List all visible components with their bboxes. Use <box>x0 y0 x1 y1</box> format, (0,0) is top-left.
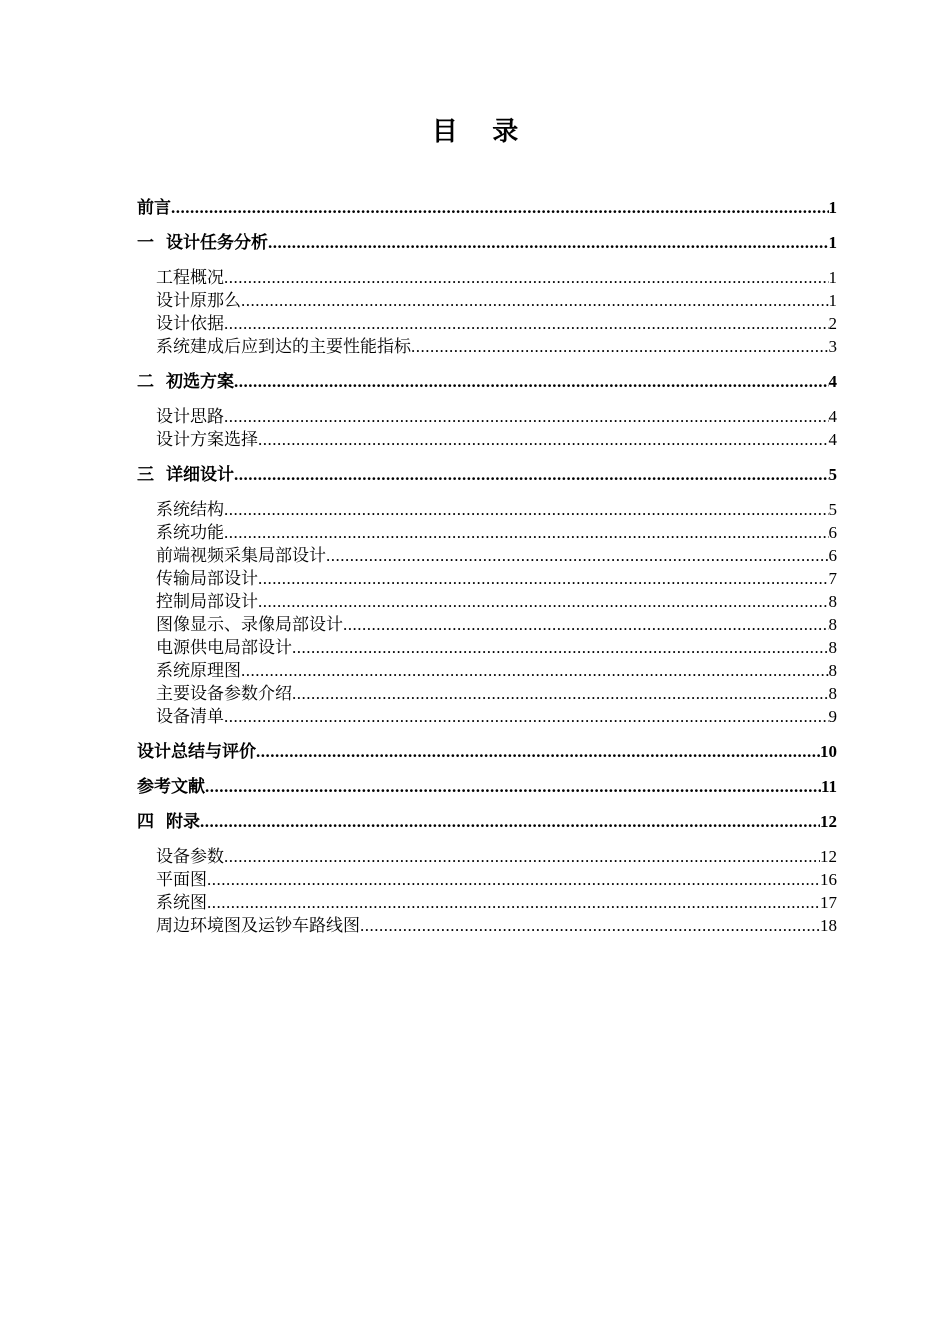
toc-page-number: 7 <box>828 569 837 588</box>
toc-section-entry[interactable] <box>137 312 837 335</box>
toc-dot-leader <box>241 659 829 682</box>
toc-page-number: 8 <box>828 592 837 611</box>
toc-section-entry[interactable] <box>137 590 837 613</box>
toc-entry-label: 详细设计 <box>166 465 234 484</box>
toc-section-entry[interactable] <box>137 845 837 868</box>
toc-dot-leader <box>234 463 829 486</box>
toc-page-number: 6 <box>828 523 837 542</box>
toc-chapter-number: 一 <box>137 233 154 252</box>
toc-dot-leader <box>200 810 820 833</box>
toc-entry-label: 主要设备参数介绍 <box>156 684 292 703</box>
toc-chapter-entry[interactable] <box>137 463 837 486</box>
toc-chapter-number: 二 <box>137 372 154 391</box>
toc-entry-label: 系统结构 <box>156 500 224 519</box>
toc-page-number: 16 <box>820 870 837 889</box>
toc-dot-leader <box>360 914 820 937</box>
toc-page-number: 4 <box>828 372 837 391</box>
toc-dot-leader <box>207 891 820 914</box>
toc-dot-leader <box>268 231 829 254</box>
toc-dot-leader <box>258 428 829 451</box>
toc-page-number: 8 <box>828 615 837 634</box>
toc-entry-label: 电源供电局部设计 <box>156 638 292 657</box>
toc-entry-label: 设计总结与评价 <box>137 742 256 761</box>
toc-section-entry[interactable] <box>137 659 837 682</box>
toc-entry-label: 系统原理图 <box>156 661 241 680</box>
toc-dot-leader <box>224 266 829 289</box>
toc-section-entry[interactable] <box>137 567 837 590</box>
toc-section-entry[interactable] <box>137 266 837 289</box>
toc-entry-label: 传输局部设计 <box>156 569 258 588</box>
toc-section-entry[interactable] <box>137 613 837 636</box>
toc-entry-label: 前端视频采集局部设计 <box>156 546 326 565</box>
toc-entry-label: 系统建成后应到达的主要性能指标 <box>156 337 411 356</box>
toc-section-entry[interactable] <box>137 891 837 914</box>
toc-chapter-entry[interactable] <box>137 740 837 763</box>
toc-dot-leader <box>234 370 829 393</box>
toc-section-entry[interactable] <box>137 335 837 358</box>
toc-page-number: 2 <box>828 314 837 333</box>
toc-page-number: 12 <box>820 812 837 831</box>
toc-dot-leader <box>224 498 829 521</box>
toc-page-number: 4 <box>828 407 837 426</box>
toc-section-entry[interactable] <box>137 521 837 544</box>
toc-dot-leader <box>343 613 829 636</box>
toc-page-number: 9 <box>828 707 837 726</box>
toc-page-number: 17 <box>820 893 837 912</box>
toc-entry-label: 设备清单 <box>156 707 224 726</box>
toc-entry-label: 工程概况 <box>156 268 224 287</box>
toc-entry-label: 设计原那么 <box>156 291 241 310</box>
toc-section-entry[interactable] <box>137 498 837 521</box>
toc-dot-leader <box>292 636 829 659</box>
toc-entry-label: 周边环境图及运钞车路线图 <box>156 916 360 935</box>
toc-dot-leader <box>224 705 829 728</box>
toc-page-number: 5 <box>828 465 837 484</box>
toc-page-number: 1 <box>828 198 837 217</box>
toc-chapter-entry[interactable] <box>137 196 837 219</box>
page-title: 目 录 <box>431 117 533 146</box>
toc-page-number: 3 <box>828 337 837 356</box>
toc-entry-label: 设计任务分析 <box>166 233 268 252</box>
toc-chapter-number: 四 <box>137 812 154 831</box>
toc-section-entry[interactable] <box>137 544 837 567</box>
toc-page-number: 10 <box>820 742 837 761</box>
toc-page-number: 18 <box>820 916 837 935</box>
toc-dot-leader <box>256 740 820 763</box>
toc-entry-label: 平面图 <box>156 870 207 889</box>
toc-dot-leader <box>292 682 829 705</box>
toc-entry-label: 设计方案选择 <box>156 430 258 449</box>
toc-dot-leader <box>207 868 820 891</box>
toc-dot-leader <box>258 567 829 590</box>
toc-page-number: 8 <box>828 638 837 657</box>
toc-entry-label: 设计依据 <box>156 314 224 333</box>
toc-dot-leader <box>171 196 829 219</box>
toc-page-number: 8 <box>828 661 837 680</box>
toc-chapter-entry[interactable] <box>137 231 837 254</box>
toc-entry-label: 设备参数 <box>156 847 224 866</box>
toc-section-entry[interactable] <box>137 405 837 428</box>
toc-page-number: 1 <box>828 291 837 310</box>
toc-chapter-entry[interactable] <box>137 810 837 833</box>
toc-dot-leader <box>241 289 829 312</box>
toc-section-entry[interactable] <box>137 868 837 891</box>
toc-entry-label: 参考文献 <box>137 777 205 796</box>
toc-page-number: 12 <box>820 847 837 866</box>
toc-chapter-entry[interactable] <box>137 775 837 798</box>
toc-entry-label: 前言 <box>137 198 171 217</box>
toc-entry-label: 系统功能 <box>156 523 224 542</box>
toc-dot-leader <box>258 590 829 613</box>
toc-section-entry[interactable] <box>137 428 837 451</box>
toc-section-entry[interactable] <box>137 705 837 728</box>
toc-page-number: 11 <box>820 777 837 796</box>
toc-section-entry[interactable] <box>137 914 837 937</box>
toc-dot-leader <box>411 335 829 358</box>
toc-dot-leader <box>224 405 829 428</box>
toc-dot-leader <box>224 521 829 544</box>
toc-page-number: 1 <box>828 268 837 287</box>
toc-section-entry[interactable] <box>137 636 837 659</box>
toc-section-entry[interactable] <box>137 289 837 312</box>
toc-chapter-entry[interactable] <box>137 370 837 393</box>
toc-page-number: 1 <box>828 233 837 252</box>
toc-page-number: 8 <box>828 684 837 703</box>
toc-page-number: 5 <box>828 500 837 519</box>
toc-dot-leader <box>326 544 829 567</box>
toc-entry-label: 系统图 <box>156 893 207 912</box>
table-of-contents <box>137 196 837 937</box>
toc-entry-label: 初选方案 <box>166 372 234 391</box>
toc-entry-label: 设计思路 <box>156 407 224 426</box>
toc-dot-leader <box>224 845 820 868</box>
toc-dot-leader <box>224 312 829 335</box>
toc-entry-label: 附录 <box>166 812 200 831</box>
toc-entry-label: 控制局部设计 <box>156 592 258 611</box>
toc-page-number: 4 <box>828 430 837 449</box>
toc-section-entry[interactable] <box>137 682 837 705</box>
toc-dot-leader <box>205 775 821 798</box>
toc-entry-label: 图像显示、录像局部设计 <box>156 615 343 634</box>
toc-chapter-number: 三 <box>137 465 154 484</box>
toc-page-number: 6 <box>828 546 837 565</box>
